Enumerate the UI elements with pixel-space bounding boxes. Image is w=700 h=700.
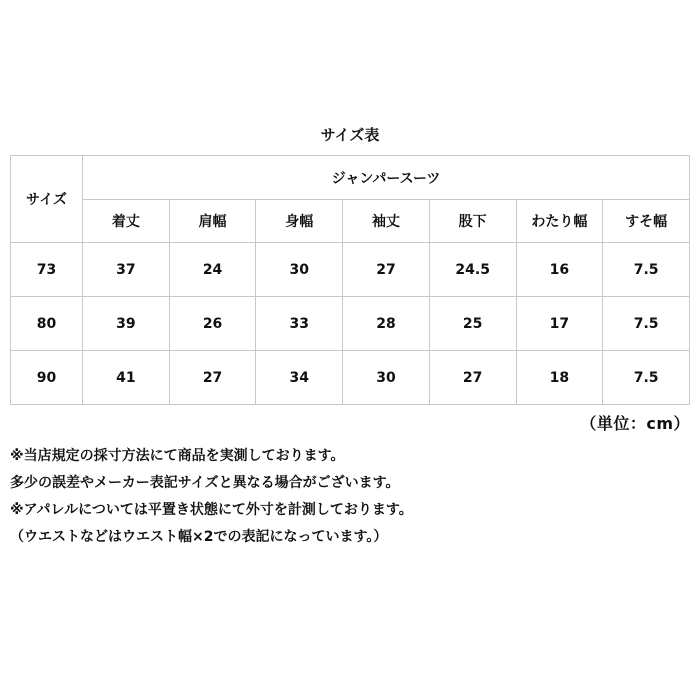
- column-header: すそ幅: [603, 200, 690, 243]
- note-line: 多少の誤差やメーカー表記サイズと異なる場合がございます。: [10, 475, 400, 491]
- table-cell: 28: [343, 297, 430, 351]
- measurement-notes: [10, 443, 690, 551]
- size-cell: 80: [11, 297, 83, 351]
- table-cell: 24: [169, 243, 256, 297]
- table-cell: 26: [169, 297, 256, 351]
- table-cell: 37: [83, 243, 170, 297]
- table-row: [11, 243, 690, 297]
- unit-label: （単位：cm）: [580, 414, 690, 433]
- table-cell: 39: [83, 297, 170, 351]
- table-cell: 30: [343, 351, 430, 405]
- note-line: （ウエストなどはウエスト幅×2での表記になっています。）: [10, 529, 388, 545]
- table-cell: 27: [343, 243, 430, 297]
- table-row: [11, 297, 690, 351]
- note-line: ※当店規定の採寸方法にて商品を実測しております。: [10, 448, 345, 464]
- size-cell: 73: [11, 243, 83, 297]
- table-cell: 33: [256, 297, 343, 351]
- column-header: 身幅: [256, 200, 343, 243]
- table-group-row: [11, 156, 690, 200]
- product-group-header: ジャンパースーツ: [83, 156, 690, 200]
- size-column-header: サイズ: [11, 156, 83, 243]
- column-header: 肩幅: [169, 200, 256, 243]
- table-cell: 41: [83, 351, 170, 405]
- table-row: [11, 351, 690, 405]
- size-table: [10, 155, 690, 405]
- table-header-row: [11, 200, 690, 243]
- table-cell: 18: [516, 351, 603, 405]
- table-cell: 30: [256, 243, 343, 297]
- table-cell: 27: [169, 351, 256, 405]
- table-cell: 7.5: [603, 297, 690, 351]
- table-cell: 34: [256, 351, 343, 405]
- column-header: わたり幅: [516, 200, 603, 243]
- column-header: 袖丈: [343, 200, 430, 243]
- size-cell: 90: [11, 351, 83, 405]
- table-cell: 24.5: [429, 243, 516, 297]
- table-cell: 16: [516, 243, 603, 297]
- table-cell: 7.5: [603, 243, 690, 297]
- table-title: サイズ表: [320, 126, 380, 144]
- note-line: ※アパレルについては平置き状態にて外寸を計測しております。: [10, 502, 413, 518]
- column-header: 着丈: [83, 200, 170, 243]
- column-header: 股下: [429, 200, 516, 243]
- table-cell: 17: [516, 297, 603, 351]
- table-cell: 27: [429, 351, 516, 405]
- table-cell: 25: [429, 297, 516, 351]
- table-cell: 7.5: [603, 351, 690, 405]
